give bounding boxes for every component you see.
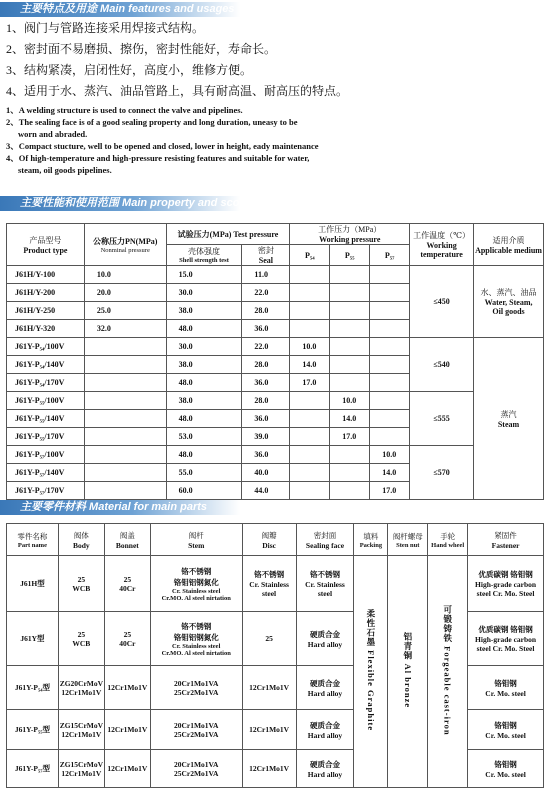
row-type: J61H/Y-100 [7,266,85,284]
row-p57 [370,428,410,446]
row-fastener: 优质碳钢 铬钼钢 High-grade carbon steel Cr. Mo. Steel [468,556,544,612]
row-wheel: 可锻铸铁 Forgeable cast-iron [428,556,468,788]
row-type: J61H/Y-200 [7,284,85,302]
row-pn [84,464,166,482]
row-p57 [370,356,410,374]
th-pn: 公称压力PN(MPa) Nonminal pressure [84,224,166,266]
row-part: J61Y型 [7,612,59,666]
row-type: J61Y-P₅₄/170V [7,374,85,392]
row-body: 25 WCB [58,556,104,612]
row-seal: 22.0 [242,338,290,356]
th-part: 零件名称 Part name [7,524,59,556]
th-stennut: 阀杆螺母 Sten nut [388,524,428,556]
th-packing: 填料 Packing [354,524,388,556]
row-p57 [370,266,410,284]
row-type: J61Y-P₅₇/170V [7,482,85,500]
th-body: 阀体 Body [58,524,104,556]
row-p54: 10.0 [290,338,330,356]
material-title: 主要零件材料 Material for main parts [20,501,208,513]
row-p57 [370,338,410,356]
row-p57 [370,320,410,338]
th-temp: 工作温度（℃） Working temperature [410,224,474,266]
row-shell: 30.0 [166,284,242,302]
row-shell: 38.0 [166,356,242,374]
row-bonnet: 12Cr1Mo1V [104,666,150,710]
property-row [7,266,544,284]
th-wheel: 手轮 Hand wheel [428,524,468,556]
row-body: 25 WCB [58,612,104,666]
row-bonnet: 25 40Cr [104,612,150,666]
row-stem: 铬不锈钢 铬钼铝钢氮化 Cr. Stainless steel Cr.MO. Al steel nirtation [150,612,242,666]
row-p55: 10.0 [330,392,370,410]
feature-cn-4: 4、适用于水、蒸汽、油品管路上，具有耐高温、耐高压的特点。 [6,84,349,98]
property-table [6,223,544,500]
row-p55 [330,374,370,392]
th-p55: P₅₅ [330,245,370,266]
th-medium: 适用介质 Applicable medium [474,224,544,266]
row-p57 [370,284,410,302]
th-shell: 壳体强度 Shell strength test [166,245,242,266]
row-pn [84,446,166,464]
material-row [7,556,544,612]
feature-en-2: 2、The sealing face is of a good sealing property and long duration, uneasy to be [6,117,298,127]
row-stennut: 铝青铜 Al bronze [388,556,428,788]
property-title: 主要性能和使用范围 Main property and scope of use [20,197,288,209]
row-pn [84,482,166,500]
row-seal: 36.0 [242,320,290,338]
row-disc: 12Cr1Mo1V [242,710,296,750]
row-seal: 11.0 [242,266,290,284]
feature-cn-1: 1、阀门与管路连接采用焊接式结构。 [6,21,205,35]
th-work: 工作压力（MPa） Working pressure [290,224,410,245]
row-type: J61H/Y-250 [7,302,85,320]
row-disc: 12Cr1Mo1V [242,666,296,710]
property-row [7,392,544,410]
row-p55: 14.0 [330,410,370,428]
feature-en-3: 3、Compact stucture, well to be opened and closed, lower in height, eady maintenance [6,141,319,151]
row-type: J61H/Y-320 [7,320,85,338]
row-p54 [290,266,330,284]
row-fastener: 铬钼钢 Cr. Mo. steel [468,750,544,788]
row-disc: 25 [242,612,296,666]
row-seal: 36.0 [242,410,290,428]
row-p54 [290,302,330,320]
row-p55 [330,302,370,320]
features-banner [0,2,240,17]
row-pn: 32.0 [84,320,166,338]
row-shell: 48.0 [166,320,242,338]
row-p57: 17.0 [370,482,410,500]
property-row [7,446,544,464]
row-pn [84,392,166,410]
row-pn [84,338,166,356]
row-p54 [290,464,330,482]
material-banner [0,500,240,515]
row-p54 [290,428,330,446]
row-stem: 20Cr1Mo1VA 25Cr2Mo1VA [150,710,242,750]
row-stem: 20Cr1Mo1VA 25Cr2Mo1VA [150,750,242,788]
material-table-body [7,556,544,788]
row-fastener: 铬钼钢 Cr. Mo. steel [468,710,544,750]
row-p55 [330,464,370,482]
row-body: ZG15CrMoV 12Cr1Mo1V [58,750,104,788]
row-shell: 48.0 [166,374,242,392]
material-table [6,523,544,788]
row-bonnet: 12Cr1Mo1V [104,750,150,788]
row-p54 [290,320,330,338]
row-p55 [330,266,370,284]
row-p57 [370,374,410,392]
row-type: J61Y-P₅₄/100V [7,338,85,356]
feature-en-4b: steam, oil goods pipelines. [18,165,112,175]
row-part: J61Y-P₅₅型 [7,710,59,750]
row-p57: 14.0 [370,464,410,482]
row-sealing: 铬不锈钢 Cr. Stainless steel [296,556,354,612]
row-p54: 17.0 [290,374,330,392]
row-seal: 28.0 [242,392,290,410]
row-temp: ≤555 [410,392,474,446]
row-medium: 水、蒸汽、油品 Water, Steam, Oil goods [474,266,544,338]
row-part: J61Y-P₅₇型 [7,750,59,788]
th-stem: 阀杆 Stem [150,524,242,556]
row-p54 [290,410,330,428]
row-p54 [290,482,330,500]
feature-cn-2: 2、密封面不易磨损、擦伤，密封性能好，寿命长。 [6,42,277,56]
row-sealing: 硬质合金 Hard alloy [296,710,354,750]
row-seal: 36.0 [242,374,290,392]
row-stem: 20Cr1Mo1VA 25Cr2Mo1VA [150,666,242,710]
row-seal: 40.0 [242,464,290,482]
row-body: ZG15CrMoV 12Cr1Mo1V [58,710,104,750]
th-disc: 阀瓣 Disc [242,524,296,556]
row-shell: 48.0 [166,446,242,464]
row-type: J61Y-P₅₅/140V [7,410,85,428]
row-shell: 15.0 [166,266,242,284]
row-part: J61Y-P₅₄型 [7,666,59,710]
row-shell: 53.0 [166,428,242,446]
row-p57 [370,302,410,320]
row-sealing: 硬质合金 Hard alloy [296,612,354,666]
row-fastener: 优质碳钢 铬钼钢 High-grade carbon steel Cr. Mo. Steel [468,612,544,666]
row-p55 [330,320,370,338]
th-fastener: 紧固件 Fastener [468,524,544,556]
row-shell: 55.0 [166,464,242,482]
th-p54: P₅₄ [290,245,330,266]
row-pn: 10.0 [84,266,166,284]
row-p57 [370,410,410,428]
row-temp: ≤450 [410,266,474,338]
features-en-list [6,104,319,176]
row-p54 [290,446,330,464]
row-seal: 28.0 [242,356,290,374]
feature-en-1: 1、A welding structure is used to connect the valve and pipelines. [6,105,243,115]
row-part: J61H型 [7,556,59,612]
row-fastener: 铬钼钢 Cr. Mo. steel [468,666,544,710]
th-product: 产品型号 Product type [7,224,85,266]
row-shell: 60.0 [166,482,242,500]
th-sealing: 密封面 Sealing face [296,524,354,556]
property-banner [0,196,288,211]
row-pn [84,428,166,446]
row-type: J61Y-P₅₇/100V [7,446,85,464]
row-p55: 17.0 [330,428,370,446]
row-pn [84,374,166,392]
row-pn: 25.0 [84,302,166,320]
row-sealing: 硬质合金 Hard alloy [296,750,354,788]
feature-en-2b: worn and abraded. [18,129,88,139]
row-p54 [290,284,330,302]
feature-cn-3: 3、结构紧凑，启闭性好，高度小，维修方便。 [6,63,253,77]
row-seal: 22.0 [242,284,290,302]
row-type: J61Y-P₅₄/140V [7,356,85,374]
th-test: 试验压力(MPa) Test pressure [166,224,290,245]
row-pn [84,410,166,428]
row-pn [84,356,166,374]
row-shell: 30.0 [166,338,242,356]
th-p57: P₅₇ [370,245,410,266]
row-p55 [330,284,370,302]
row-bonnet: 25 40Cr [104,556,150,612]
row-p57: 10.0 [370,446,410,464]
row-p55 [330,338,370,356]
th-seal: 密封 Seal [242,245,290,266]
row-body: ZG20CrMoV 12Cr1Mo1V [58,666,104,710]
feature-en-4: 4、Of high-temperature and high-pressure resisting features and suitable for water, [6,153,310,163]
row-bonnet: 12Cr1Mo1V [104,710,150,750]
row-p54 [290,392,330,410]
row-disc: 12Cr1Mo1V [242,750,296,788]
row-seal: 36.0 [242,446,290,464]
row-disc: 铬不锈钢 Cr. Stainless steel [242,556,296,612]
property-row [7,338,544,356]
row-type: J61Y-P₅₇/140V [7,464,85,482]
row-seal: 28.0 [242,302,290,320]
row-temp: ≤570 [410,446,474,500]
features-title: 主要特点及用途 Main features and usages [20,3,235,15]
row-seal: 44.0 [242,482,290,500]
property-table-body [7,266,544,500]
row-p54: 14.0 [290,356,330,374]
row-p55 [330,482,370,500]
row-p57 [370,392,410,410]
row-shell: 38.0 [166,392,242,410]
features-cn-list [6,18,348,102]
row-medium: 蒸汽 Steam [474,338,544,500]
th-bonnet: 阀盖 Bonnet [104,524,150,556]
row-shell: 48.0 [166,410,242,428]
row-stem: 铬不锈钢 铬钼铝钢氮化 Cr. Stainless steel Cr.MO. Al steel nirtation [150,556,242,612]
row-p55 [330,446,370,464]
row-sealing: 硬质合金 Hard alloy [296,666,354,710]
row-type: J61Y-P₅₅/100V [7,392,85,410]
row-temp: ≤540 [410,338,474,392]
row-seal: 39.0 [242,428,290,446]
row-pn: 20.0 [84,284,166,302]
row-packing: 柔性石墨 Flexible Graphite [354,556,388,788]
row-type: J61Y-P₅₅/170V [7,428,85,446]
row-shell: 38.0 [166,302,242,320]
row-p55 [330,356,370,374]
